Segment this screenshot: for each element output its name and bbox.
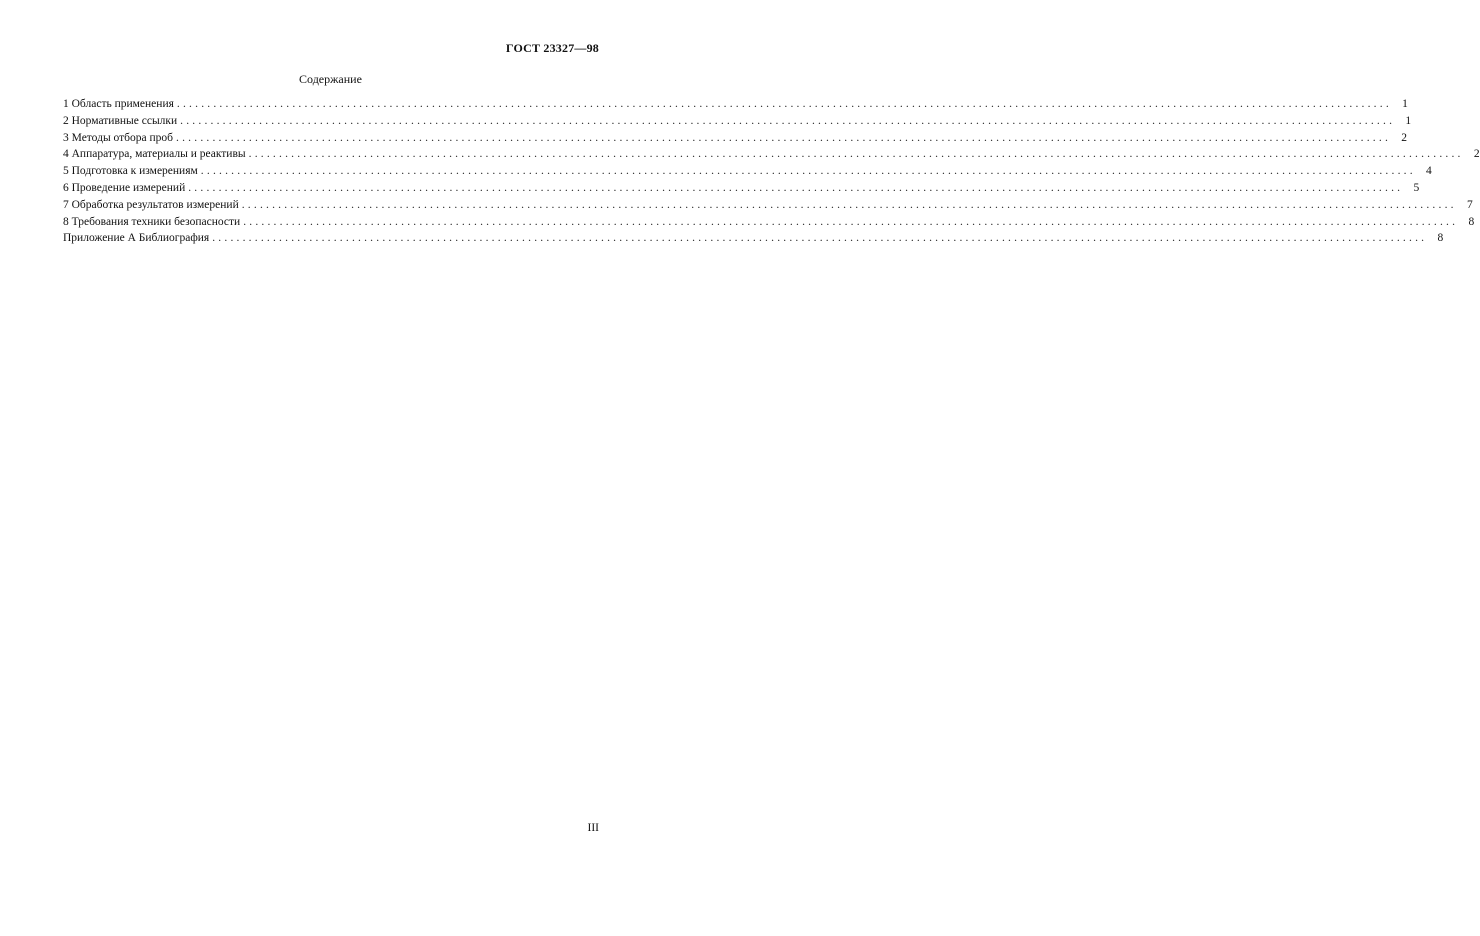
toc-entry-label: 3 Методы отбора проб <box>63 131 174 144</box>
toc-entry <box>63 98 1408 115</box>
toc-entry <box>63 215 1475 233</box>
toc-entry-page: 2 <box>1473 148 1480 161</box>
toc-entry-page: 8 <box>1468 215 1475 228</box>
toc-entry-label: 7 Обработка результатов измерений <box>63 198 239 211</box>
toc-entry-page: 8 <box>1437 232 1444 245</box>
toc-entry <box>63 198 1473 216</box>
toc-title: Содержание <box>299 72 362 86</box>
toc-entry <box>63 148 1480 165</box>
toc-leader-dots: ........................................................................................................................................................................................................ <box>176 131 1392 144</box>
toc-leader-dots: ........................................................................................................................................................................................................ <box>248 148 1464 161</box>
toc-entry-label: 6 Проведение измерений <box>63 181 186 194</box>
toc-entry <box>63 232 1444 249</box>
toc-entry <box>63 114 1412 132</box>
toc-entry <box>63 165 1432 182</box>
toc-leader-dots: ........................................................................................................................................................................................................ <box>200 165 1416 178</box>
toc-entry-page: 4 <box>1426 165 1432 178</box>
toc-leader-dots: ........................................................................................................................................................................................................ <box>212 232 1428 245</box>
toc-entry-page: 1 <box>1405 114 1412 127</box>
toc-entry <box>63 131 1408 149</box>
toc-entry-page: 1 <box>1402 98 1408 110</box>
toc-entry-label: Приложение А Библиография <box>63 232 210 245</box>
toc-entry-page: 7 <box>1466 198 1473 211</box>
toc-leader-dots: ........................................................................................................................................................................................................ <box>243 215 1459 228</box>
toc-entry-page: 2 <box>1401 131 1408 144</box>
toc-entry-label: 8 Требования техники безопасности <box>63 215 241 228</box>
toc-leader-dots: ........................................................................................................................................................................................................ <box>188 181 1404 194</box>
toc-entry-label: 4 Аппаратура, материалы и реактивы <box>63 148 246 161</box>
toc-leader-dots: ........................................................................................................................................................................................................ <box>176 98 1392 110</box>
toc-entry-label: 1 Область применения <box>63 98 174 110</box>
table-of-contents <box>63 98 1480 249</box>
toc-entry-page: 5 <box>1413 181 1420 194</box>
toc-entry <box>63 181 1420 199</box>
page-number: III <box>587 822 599 834</box>
toc-leader-dots: ........................................................................................................................................................................................................ <box>241 198 1457 211</box>
toc-entry-label: 5 Подготовка к измерениям <box>63 165 198 178</box>
toc-entry-label: 2 Нормативные ссылки <box>63 114 178 127</box>
document-code: ГОСТ 23327—98 <box>505 41 599 55</box>
toc-leader-dots: ........................................................................................................................................................................................................ <box>180 114 1396 127</box>
